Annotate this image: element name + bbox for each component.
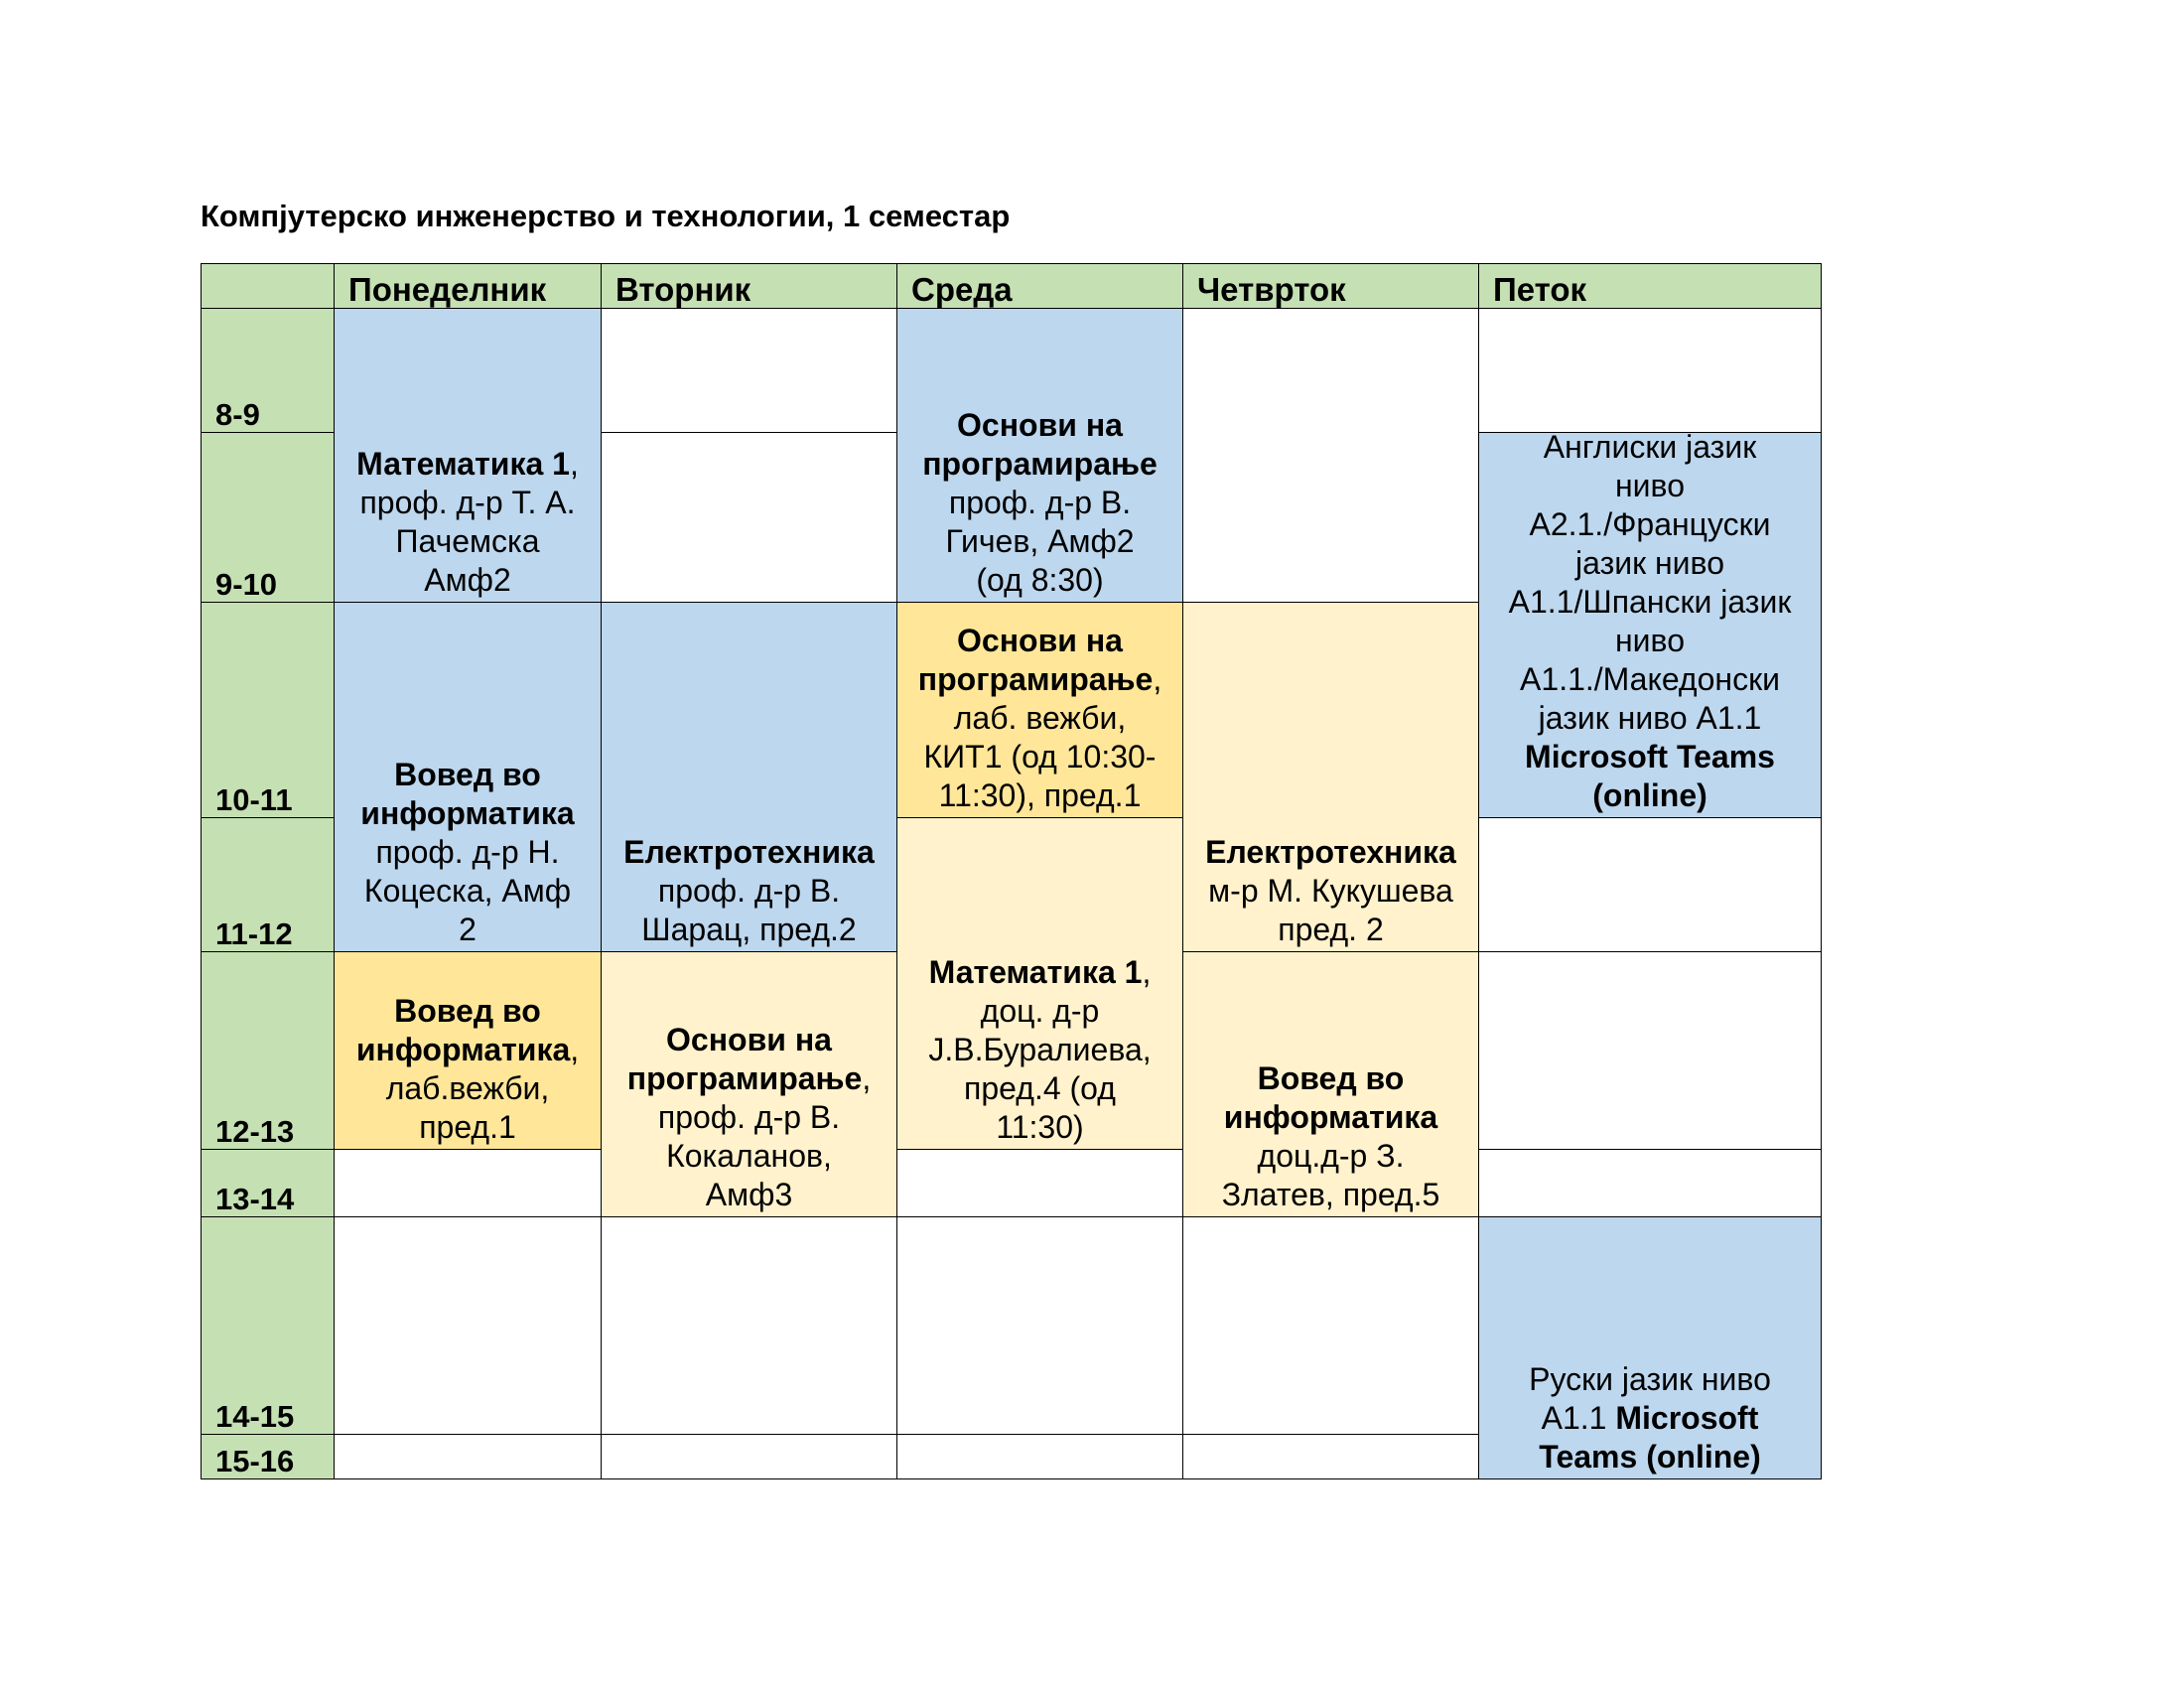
time-slot: 11-12 <box>201 817 335 952</box>
class-detail: јазик ниво А1.1 <box>1538 700 1762 736</box>
class-detail: Руски јазик ниво <box>1529 1361 1771 1397</box>
class-detail: проф. д-р В. <box>657 873 841 909</box>
class-detail: пред.4 (од <box>964 1070 1116 1106</box>
time-slot: 13-14 <box>201 1149 335 1217</box>
class-detail: (од 8:30) <box>976 562 1104 598</box>
header-friday: Петок <box>1478 263 1822 309</box>
class-detail: Амф2 <box>424 562 511 598</box>
class-punctuation: , <box>570 1032 580 1067</box>
class-thursday-intro-informatics <box>1182 951 1479 1217</box>
empty-slot <box>1182 1216 1479 1435</box>
class-detail: доц. д-р <box>980 993 1100 1029</box>
class-detail: Амф3 <box>705 1177 793 1212</box>
time-slot: 10-11 <box>201 602 335 818</box>
class-detail: пред. 2 <box>1278 912 1384 947</box>
header-tuesday: Вторник <box>601 263 897 309</box>
class-detail: доц.д-р З. <box>1257 1138 1405 1174</box>
class-detail: Коцеска, Амф <box>363 873 572 909</box>
class-detail: А1.1./Македонски <box>1520 661 1780 697</box>
class-tuesday-electrotechnics <box>601 602 897 952</box>
class-detail: 11:30), пред.1 <box>938 777 1142 813</box>
empty-slot <box>896 1149 1183 1217</box>
class-platform: Teams (online) <box>1539 1439 1761 1475</box>
empty-slot <box>334 1149 602 1217</box>
class-detail: проф. д-р Т. А. <box>359 485 576 520</box>
class-subject: Вовед во <box>394 993 541 1029</box>
header-thursday: Четврток <box>1182 263 1479 309</box>
class-wednesday-mathematics <box>896 817 1183 1150</box>
empty-slot <box>1182 1434 1479 1479</box>
class-punctuation: , <box>569 446 579 482</box>
class-detail: Гичев, Амф2 <box>945 523 1135 559</box>
empty-slot <box>601 1216 897 1435</box>
class-punctuation: , <box>1153 661 1162 697</box>
header-wednesday: Среда <box>896 263 1183 309</box>
class-detail: А1.1 <box>1541 1400 1607 1436</box>
header-corner <box>201 263 335 309</box>
empty-slot <box>1478 817 1822 952</box>
class-subject: Математика 1 <box>928 954 1143 990</box>
class-subject: информатика <box>360 795 575 831</box>
class-subject: Основи на <box>957 407 1123 443</box>
class-subject: Вовед во <box>394 757 541 792</box>
class-punctuation: , <box>862 1060 872 1096</box>
class-detail: Златев, пред.5 <box>1221 1177 1440 1212</box>
empty-slot <box>1478 308 1822 433</box>
class-detail: Ј.В.Буралиева, <box>928 1032 1152 1067</box>
empty-slot <box>896 1434 1183 1479</box>
empty-slot <box>1182 308 1479 603</box>
class-detail: Англиски јазик <box>1543 432 1757 465</box>
class-friday-foreign-languages <box>1478 432 1822 818</box>
class-subject: Основи на <box>957 623 1123 658</box>
class-detail: проф. д-р В. <box>948 485 1132 520</box>
class-tuesday-programming <box>601 951 897 1217</box>
class-wednesday-programming-lab <box>896 602 1183 818</box>
class-detail: А1.1/Шпански јазик <box>1508 584 1792 620</box>
class-subject: информатика <box>1223 1099 1438 1135</box>
time-slot: 8-9 <box>201 308 335 433</box>
empty-slot <box>334 1434 602 1479</box>
class-subject: Вовед во <box>1257 1060 1405 1096</box>
class-platform: Microsoft <box>1615 1400 1759 1436</box>
empty-slot <box>896 1216 1183 1435</box>
class-detail: јазик ниво <box>1575 545 1724 581</box>
time-slot: 12-13 <box>201 951 335 1150</box>
class-platform: Microsoft Teams <box>1525 739 1775 774</box>
time-slot: 9-10 <box>201 432 335 603</box>
class-detail: 2 <box>459 912 477 947</box>
class-punctuation: , <box>1142 954 1152 990</box>
class-detail: проф. д-р Н. <box>375 834 560 870</box>
class-detail: 11:30) <box>996 1109 1084 1145</box>
class-monday-intro-informatics <box>334 602 602 952</box>
class-subject: програмирање <box>626 1060 863 1096</box>
page-title: Компјутерско инженерство и технологии, 1 семестар <box>201 199 1011 233</box>
class-detail: лаб. вежби, <box>953 700 1127 736</box>
empty-slot <box>601 1434 897 1479</box>
empty-slot <box>1478 1149 1822 1217</box>
time-slot: 14-15 <box>201 1216 335 1435</box>
class-detail: Пачемска <box>395 523 540 559</box>
class-detail: лаб.вежби, <box>385 1070 550 1106</box>
class-subject: Електротехника <box>623 834 875 870</box>
timetable <box>201 263 1822 1484</box>
empty-slot <box>601 308 897 433</box>
class-monday-intro-informatics-lab <box>334 951 602 1150</box>
class-friday-russian-language <box>1478 1216 1822 1479</box>
class-monday-mathematics <box>334 308 602 603</box>
class-detail: пред.1 <box>419 1109 516 1145</box>
class-wednesday-programming <box>896 308 1183 603</box>
class-platform: (online) <box>1592 777 1707 813</box>
class-subject: Електротехника <box>1205 834 1456 870</box>
empty-slot <box>601 432 897 603</box>
class-detail: Кокаланов, <box>666 1138 832 1174</box>
class-detail: Шарац, пред.2 <box>641 912 857 947</box>
class-detail: ниво <box>1615 623 1685 658</box>
class-detail: м-р М. Кукушева <box>1208 873 1453 909</box>
empty-slot <box>334 1216 602 1435</box>
class-subject: програмирање <box>917 661 1154 697</box>
time-slot: 15-16 <box>201 1434 335 1479</box>
empty-slot <box>1478 951 1822 1150</box>
class-detail: КИТ1 (од 10:30- <box>923 739 1157 774</box>
class-detail: проф. д-р В. <box>657 1099 841 1135</box>
class-detail: А2.1./Француски <box>1529 506 1771 542</box>
class-thursday-electrotechnics <box>1182 602 1479 952</box>
class-detail: ниво <box>1615 468 1685 503</box>
header-monday: Понеделник <box>334 263 602 309</box>
class-subject: програмирање <box>922 446 1158 482</box>
class-subject: информатика <box>355 1032 571 1067</box>
class-subject: Основи на <box>666 1022 832 1057</box>
class-subject: Математика 1 <box>356 446 570 482</box>
